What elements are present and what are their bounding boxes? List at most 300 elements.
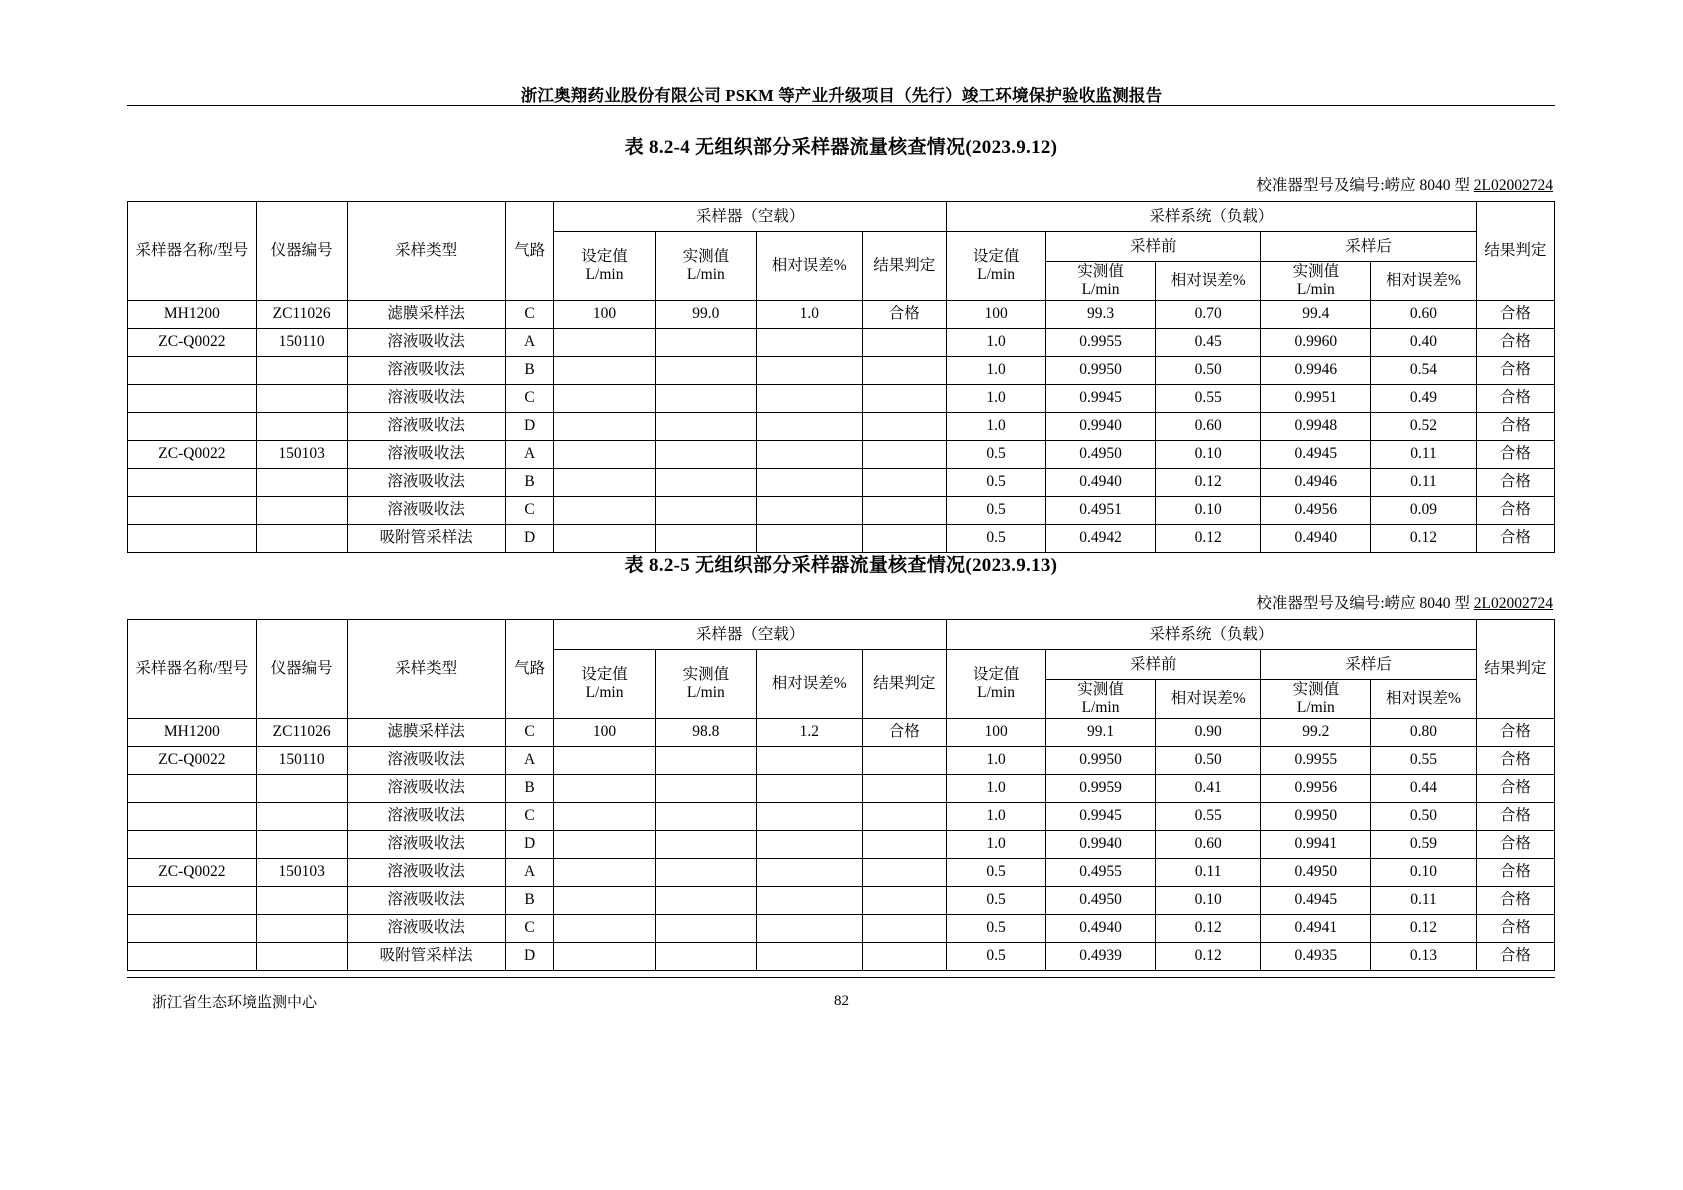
table-row (128, 412, 1555, 440)
cell-gas-path: A (505, 440, 554, 468)
cell-instrument-no: ZC11026 (256, 718, 347, 746)
cell-after-rel-error: 0.11 (1371, 468, 1477, 496)
cell-name: ZC-Q0022 (128, 328, 257, 356)
cell-empty-rel-error (757, 524, 863, 552)
cell-empty-result (862, 412, 946, 440)
table-row (128, 328, 1555, 356)
cell-name (128, 886, 257, 914)
th-before-measured: 实测值 L/min (1046, 680, 1156, 719)
th-rel-error-empty: 相对误差% (757, 650, 863, 719)
cell-name: MH1200 (128, 300, 257, 328)
th-name: 采样器名称/型号 (128, 202, 257, 301)
cell-instrument-no (256, 942, 347, 970)
cell-instrument-no (256, 914, 347, 942)
cell-gas-path: D (505, 942, 554, 970)
th-after-rel-error: 相对误差% (1371, 680, 1477, 719)
cell-empty-rel-error (757, 468, 863, 496)
cell-name (128, 830, 257, 858)
cell-after-measured: 0.4941 (1261, 914, 1371, 942)
cell-gas-path: C (505, 300, 554, 328)
cell-sampling-type: 溶液吸收法 (347, 468, 505, 496)
cell-gas-path: A (505, 746, 554, 774)
cell-before-rel-error: 0.50 (1155, 746, 1261, 774)
cell-empty-set (554, 746, 655, 774)
th-instrument-no: 仪器编号 (256, 620, 347, 719)
cell-before-measured: 0.4939 (1046, 942, 1156, 970)
cell-load-set: 0.5 (946, 914, 1045, 942)
cell-empty-rel-error (757, 914, 863, 942)
cell-result: 合格 (1476, 496, 1554, 524)
cell-instrument-no: 150110 (256, 746, 347, 774)
cell-name (128, 412, 257, 440)
cell-after-rel-error: 0.60 (1371, 300, 1477, 328)
cell-load-set: 1.0 (946, 328, 1045, 356)
cell-empty-measured (655, 942, 756, 970)
cell-before-measured: 0.9945 (1046, 802, 1156, 830)
cell-empty-result (862, 802, 946, 830)
cell-empty-measured (655, 356, 756, 384)
cell-before-measured: 0.9940 (1046, 412, 1156, 440)
table-row (128, 300, 1555, 328)
cell-empty-rel-error (757, 886, 863, 914)
cell-sampling-type: 滤膜采样法 (347, 718, 505, 746)
cell-name (128, 356, 257, 384)
cell-empty-measured (655, 328, 756, 356)
cell-before-rel-error: 0.12 (1155, 468, 1261, 496)
cell-result: 合格 (1476, 746, 1554, 774)
cell-empty-result (862, 942, 946, 970)
flow-check-table-2 (127, 619, 1555, 971)
table-row (128, 830, 1555, 858)
cell-instrument-no: ZC11026 (256, 300, 347, 328)
cell-empty-measured (655, 886, 756, 914)
th-group-sampler: 采样器（空载） (554, 202, 947, 232)
cell-gas-path: B (505, 774, 554, 802)
footer-divider (127, 977, 1555, 978)
table-row (128, 886, 1555, 914)
cell-gas-path: C (505, 914, 554, 942)
cell-before-measured: 0.4950 (1046, 440, 1156, 468)
cell-sampling-type: 溶液吸收法 (347, 440, 505, 468)
cell-after-rel-error: 0.80 (1371, 718, 1477, 746)
cell-after-rel-error: 0.10 (1371, 858, 1477, 886)
cell-empty-result (862, 440, 946, 468)
table-row (128, 774, 1555, 802)
cell-sampling-type: 溶液吸收法 (347, 830, 505, 858)
cell-name: ZC-Q0022 (128, 858, 257, 886)
cell-empty-rel-error (757, 356, 863, 384)
cell-load-set: 1.0 (946, 774, 1045, 802)
cell-empty-set (554, 858, 655, 886)
cell-empty-set (554, 468, 655, 496)
cell-after-rel-error: 0.11 (1371, 886, 1477, 914)
cell-result: 合格 (1476, 468, 1554, 496)
th-group-system: 采样系统（负载） (946, 620, 1476, 650)
cell-sampling-type: 吸附管采样法 (347, 524, 505, 552)
cell-after-measured: 0.4945 (1261, 886, 1371, 914)
cell-load-set: 1.0 (946, 412, 1045, 440)
cell-before-rel-error: 0.12 (1155, 942, 1261, 970)
cell-before-measured: 0.4955 (1046, 858, 1156, 886)
cell-empty-rel-error (757, 384, 863, 412)
cell-after-measured: 99.4 (1261, 300, 1371, 328)
table-row (128, 718, 1555, 746)
cell-empty-measured (655, 496, 756, 524)
cell-empty-measured (655, 384, 756, 412)
table-block-1 (127, 132, 1555, 553)
cell-after-measured: 0.9941 (1261, 830, 1371, 858)
cell-empty-result (862, 858, 946, 886)
table-row (128, 802, 1555, 830)
cell-sampling-type: 溶液吸收法 (347, 802, 505, 830)
cell-after-measured: 0.9960 (1261, 328, 1371, 356)
th-load-set-value: 设定值 L/min (946, 650, 1045, 719)
cell-sampling-type: 溶液吸收法 (347, 384, 505, 412)
cell-empty-result (862, 468, 946, 496)
cell-before-measured: 0.9945 (1046, 384, 1156, 412)
cell-empty-rel-error: 1.0 (757, 300, 863, 328)
cell-after-measured: 0.9946 (1261, 356, 1371, 384)
th-rel-error-empty: 相对误差% (757, 232, 863, 301)
cell-result: 合格 (1476, 356, 1554, 384)
th-group-after: 采样后 (1261, 232, 1476, 262)
cell-before-rel-error: 0.55 (1155, 384, 1261, 412)
cell-after-rel-error: 0.59 (1371, 830, 1477, 858)
th-set-value: 设定值 L/min (554, 232, 655, 301)
cell-after-rel-error: 0.44 (1371, 774, 1477, 802)
cell-result: 合格 (1476, 440, 1554, 468)
cell-after-measured: 0.9948 (1261, 412, 1371, 440)
header-divider (127, 105, 1555, 106)
cell-before-rel-error: 0.60 (1155, 412, 1261, 440)
cell-gas-path: B (505, 886, 554, 914)
cell-load-set: 100 (946, 718, 1045, 746)
th-group-before: 采样前 (1046, 232, 1261, 262)
cell-instrument-no (256, 412, 347, 440)
th-instrument-no: 仪器编号 (256, 202, 347, 301)
cell-empty-result (862, 774, 946, 802)
cell-instrument-no (256, 496, 347, 524)
th-sampling-type: 采样类型 (347, 620, 505, 719)
th-group-sampler: 采样器（空载） (554, 620, 947, 650)
cell-before-rel-error: 0.45 (1155, 328, 1261, 356)
th-result-empty: 结果判定 (862, 650, 946, 719)
th-result-empty: 结果判定 (862, 232, 946, 301)
th-result: 结果判定 (1476, 620, 1554, 719)
cell-empty-result (862, 496, 946, 524)
cell-after-measured: 0.4945 (1261, 440, 1371, 468)
table-row (128, 942, 1555, 970)
cell-name (128, 496, 257, 524)
th-gas-path: 气路 (505, 202, 554, 301)
cell-empty-set (554, 886, 655, 914)
table-block-2 (127, 550, 1555, 971)
table-row (128, 384, 1555, 412)
th-measured-empty: 实测值 L/min (655, 232, 756, 301)
cell-name: ZC-Q0022 (128, 746, 257, 774)
cell-empty-set (554, 356, 655, 384)
th-group-after: 采样后 (1261, 650, 1476, 680)
cell-empty-rel-error (757, 496, 863, 524)
cell-empty-set (554, 802, 655, 830)
cell-empty-result: 合格 (862, 300, 946, 328)
cell-after-rel-error: 0.12 (1371, 524, 1477, 552)
cell-sampling-type: 溶液吸收法 (347, 412, 505, 440)
cell-before-measured: 0.9940 (1046, 830, 1156, 858)
cell-after-measured: 0.4940 (1261, 524, 1371, 552)
cell-empty-measured: 98.8 (655, 718, 756, 746)
cell-load-set: 1.0 (946, 830, 1045, 858)
cell-load-set: 1.0 (946, 746, 1045, 774)
cell-load-set: 100 (946, 300, 1045, 328)
cell-empty-rel-error (757, 774, 863, 802)
cell-gas-path: D (505, 412, 554, 440)
cell-after-measured: 0.4935 (1261, 942, 1371, 970)
cell-gas-path: A (505, 328, 554, 356)
cell-gas-path: C (505, 718, 554, 746)
cell-gas-path: A (505, 858, 554, 886)
cell-sampling-type: 溶液吸收法 (347, 886, 505, 914)
cell-before-rel-error: 0.50 (1155, 356, 1261, 384)
cell-sampling-type: 溶液吸收法 (347, 914, 505, 942)
footer-organization: 浙江省生态环境监测中心 (152, 995, 318, 1011)
th-group-system: 采样系统（负载） (946, 202, 1476, 232)
cell-instrument-no (256, 468, 347, 496)
cell-instrument-no (256, 830, 347, 858)
cell-load-set: 1.0 (946, 356, 1045, 384)
cell-after-measured: 99.2 (1261, 718, 1371, 746)
th-before-rel-error: 相对误差% (1155, 680, 1261, 719)
th-sampling-type: 采样类型 (347, 202, 505, 301)
table-title: 表 8.2-5 无组织部分采样器流量核查情况(2023.9.13) (624, 555, 1058, 576)
cell-sampling-type: 溶液吸收法 (347, 746, 505, 774)
cell-empty-result (862, 384, 946, 412)
cell-before-measured: 0.4951 (1046, 496, 1156, 524)
th-load-set-value: 设定值 L/min (946, 232, 1045, 301)
cell-empty-set: 100 (554, 300, 655, 328)
cell-empty-set (554, 830, 655, 858)
cell-result: 合格 (1476, 524, 1554, 552)
cell-after-measured: 0.9955 (1261, 746, 1371, 774)
cell-empty-measured (655, 774, 756, 802)
th-after-rel-error: 相对误差% (1371, 262, 1477, 301)
th-name: 采样器名称/型号 (128, 620, 257, 719)
cell-empty-measured (655, 830, 756, 858)
cell-empty-measured (655, 440, 756, 468)
cell-empty-set (554, 440, 655, 468)
cell-instrument-no: 150103 (256, 440, 347, 468)
cell-sampling-type: 吸附管采样法 (347, 942, 505, 970)
cell-after-rel-error: 0.09 (1371, 496, 1477, 524)
cell-name: MH1200 (128, 718, 257, 746)
cell-after-rel-error: 0.55 (1371, 746, 1477, 774)
cell-empty-set (554, 496, 655, 524)
cell-empty-result (862, 524, 946, 552)
cell-name (128, 802, 257, 830)
cell-before-rel-error: 0.11 (1155, 858, 1261, 886)
cell-load-set: 1.0 (946, 802, 1045, 830)
cell-result: 合格 (1476, 830, 1554, 858)
cell-name: ZC-Q0022 (128, 440, 257, 468)
cell-empty-measured: 99.0 (655, 300, 756, 328)
cell-name (128, 384, 257, 412)
cell-result: 合格 (1476, 300, 1554, 328)
cell-empty-rel-error (757, 942, 863, 970)
cell-load-set: 0.5 (946, 496, 1045, 524)
cell-after-measured: 0.4946 (1261, 468, 1371, 496)
cell-name (128, 468, 257, 496)
cell-sampling-type: 溶液吸收法 (347, 496, 505, 524)
cell-before-rel-error: 0.55 (1155, 802, 1261, 830)
cell-after-rel-error: 0.11 (1371, 440, 1477, 468)
cell-instrument-no (256, 356, 347, 384)
cell-empty-rel-error (757, 858, 863, 886)
table-row (128, 746, 1555, 774)
table-row (128, 356, 1555, 384)
cell-before-rel-error: 0.12 (1155, 524, 1261, 552)
cell-result: 合格 (1476, 718, 1554, 746)
cell-empty-set (554, 328, 655, 356)
cell-empty-measured (655, 802, 756, 830)
cell-result: 合格 (1476, 858, 1554, 886)
cell-before-measured: 0.9950 (1046, 356, 1156, 384)
cell-empty-rel-error (757, 830, 863, 858)
cell-result: 合格 (1476, 914, 1554, 942)
cell-before-measured: 0.9950 (1046, 746, 1156, 774)
page-header: 浙江奥翔药业股份有限公司 PSKM 等产业升级项目（先行）竣工环境保护验收监测报告 (520, 86, 1163, 105)
th-after-measured: 实测值 L/min (1261, 680, 1371, 719)
cell-empty-rel-error (757, 412, 863, 440)
cell-gas-path: B (505, 356, 554, 384)
th-after-measured: 实测值 L/min (1261, 262, 1371, 301)
cell-name (128, 914, 257, 942)
cell-load-set: 0.5 (946, 942, 1045, 970)
cell-before-measured: 99.1 (1046, 718, 1156, 746)
cell-before-measured: 0.9955 (1046, 328, 1156, 356)
cell-empty-set (554, 412, 655, 440)
cell-before-rel-error: 0.90 (1155, 718, 1261, 746)
cell-after-rel-error: 0.12 (1371, 914, 1477, 942)
cell-after-rel-error: 0.50 (1371, 802, 1477, 830)
cell-before-rel-error: 0.12 (1155, 914, 1261, 942)
cell-result: 合格 (1476, 942, 1554, 970)
cell-instrument-no (256, 524, 347, 552)
cell-empty-measured (655, 914, 756, 942)
table-title: 表 8.2-4 无组织部分采样器流量核查情况(2023.9.12) (624, 137, 1058, 158)
cell-instrument-no (256, 774, 347, 802)
cell-load-set: 0.5 (946, 858, 1045, 886)
table-row (128, 524, 1555, 552)
table-body-1 (128, 300, 1555, 552)
cell-name (128, 774, 257, 802)
cell-empty-result (862, 746, 946, 774)
cell-empty-rel-error (757, 802, 863, 830)
table-row (128, 440, 1555, 468)
cell-load-set: 0.5 (946, 468, 1045, 496)
cell-after-measured: 0.4950 (1261, 858, 1371, 886)
calibrator-info (127, 173, 1555, 195)
cell-instrument-no (256, 886, 347, 914)
calibrator-label: 校准器型号及编号:崂应 8040 型 (1256, 177, 1470, 194)
cell-after-measured: 0.4956 (1261, 496, 1371, 524)
cell-before-rel-error: 0.70 (1155, 300, 1261, 328)
cell-instrument-no: 150103 (256, 858, 347, 886)
cell-after-rel-error: 0.40 (1371, 328, 1477, 356)
cell-empty-set (554, 914, 655, 942)
cell-load-set: 0.5 (946, 886, 1045, 914)
cell-name (128, 524, 257, 552)
cell-after-rel-error: 0.54 (1371, 356, 1477, 384)
cell-before-rel-error: 0.10 (1155, 440, 1261, 468)
cell-gas-path: C (505, 802, 554, 830)
cell-result: 合格 (1476, 412, 1554, 440)
cell-name (128, 942, 257, 970)
cell-before-measured: 0.4940 (1046, 468, 1156, 496)
cell-empty-set (554, 774, 655, 802)
cell-after-rel-error: 0.49 (1371, 384, 1477, 412)
cell-result: 合格 (1476, 802, 1554, 830)
calibrator-value: 2L02002724 (1473, 177, 1553, 194)
th-before-measured: 实测值 L/min (1046, 262, 1156, 301)
cell-empty-set (554, 942, 655, 970)
cell-before-rel-error: 0.60 (1155, 830, 1261, 858)
cell-empty-measured (655, 524, 756, 552)
cell-gas-path: B (505, 468, 554, 496)
cell-empty-measured (655, 746, 756, 774)
table-row (128, 858, 1555, 886)
cell-sampling-type: 溶液吸收法 (347, 356, 505, 384)
cell-sampling-type: 溶液吸收法 (347, 858, 505, 886)
calibrator-label: 校准器型号及编号:崂应 8040 型 (1256, 595, 1470, 612)
th-gas-path: 气路 (505, 620, 554, 719)
cell-empty-set (554, 384, 655, 412)
table-row (128, 496, 1555, 524)
th-group-before: 采样前 (1046, 650, 1261, 680)
cell-after-rel-error: 0.13 (1371, 942, 1477, 970)
cell-load-set: 0.5 (946, 440, 1045, 468)
cell-empty-result (862, 830, 946, 858)
cell-empty-rel-error (757, 746, 863, 774)
cell-empty-result (862, 328, 946, 356)
cell-gas-path: C (505, 384, 554, 412)
cell-empty-set (554, 524, 655, 552)
page-number: 82 (834, 993, 849, 1009)
cell-after-measured: 0.9950 (1261, 802, 1371, 830)
cell-sampling-type: 溶液吸收法 (347, 774, 505, 802)
cell-gas-path: D (505, 524, 554, 552)
cell-after-measured: 0.9956 (1261, 774, 1371, 802)
cell-before-rel-error: 0.10 (1155, 886, 1261, 914)
cell-empty-result (862, 886, 946, 914)
table-body-2 (128, 718, 1555, 970)
cell-after-rel-error: 0.52 (1371, 412, 1477, 440)
calibrator-value: 2L02002724 (1473, 595, 1553, 612)
cell-load-set: 0.5 (946, 524, 1045, 552)
cell-before-measured: 0.4940 (1046, 914, 1156, 942)
cell-empty-measured (655, 468, 756, 496)
th-before-rel-error: 相对误差% (1155, 262, 1261, 301)
cell-empty-result (862, 356, 946, 384)
th-result: 结果判定 (1476, 202, 1554, 301)
cell-empty-measured (655, 412, 756, 440)
cell-empty-result: 合格 (862, 718, 946, 746)
calibrator-info (127, 591, 1555, 613)
cell-before-measured: 99.3 (1046, 300, 1156, 328)
th-measured-empty: 实测值 L/min (655, 650, 756, 719)
table-row (128, 468, 1555, 496)
cell-load-set: 1.0 (946, 384, 1045, 412)
cell-empty-set: 100 (554, 718, 655, 746)
